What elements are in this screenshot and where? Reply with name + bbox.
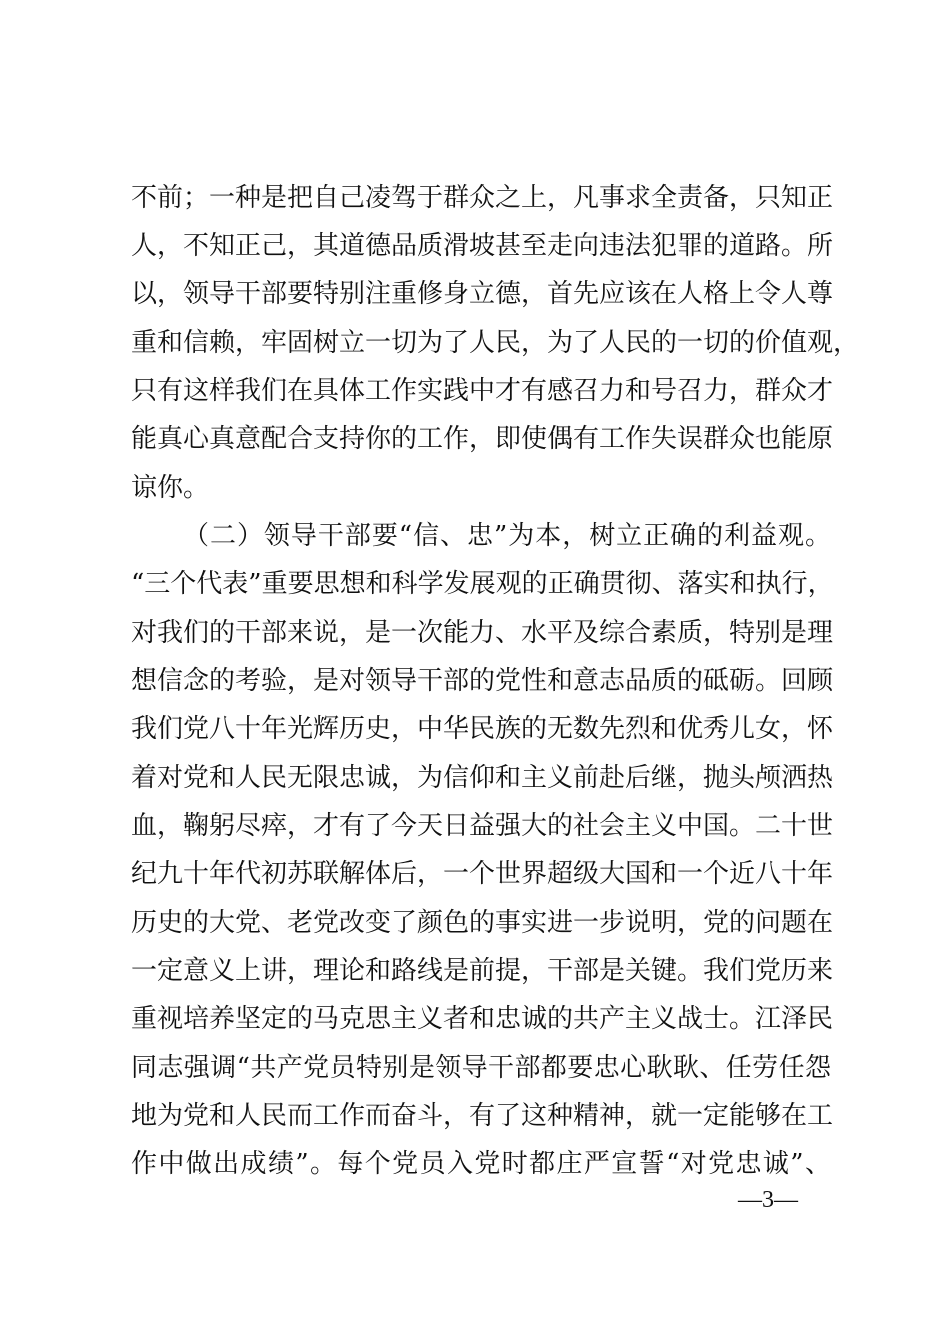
text-line: 谅你。 — [131, 473, 210, 503]
text-line: 以，领导干部要特别注重修身立德，首先应该在人格上令人尊 — [131, 279, 834, 309]
text-line: 对我们的干部来说，是一次能力、水平及综合素质，特别是理 — [131, 618, 834, 648]
section-heading: （二）领导干部要“信、忠”为本，树立正确的利益观。 — [183, 521, 831, 551]
text-line: 血，鞠躬尽瘁，才有了今天日益强大的社会主义中国。二十世 — [131, 811, 834, 841]
text-line: 历史的大党、老党改变了颜色的事实进一步说明，党的问题在 — [131, 908, 834, 938]
text-line: “三个代表”重要思想和科学发展观的正确贯彻、落实和执行， — [131, 569, 834, 599]
text-line: 纪九十年代初苏联解体后，一个世界超级大国和一个近八十年 — [131, 859, 834, 889]
text-line: 只有这样我们在具体工作实践中才有感召力和号召力，群众才 — [131, 376, 834, 406]
text-line: 一定意义上讲，理论和路线是前提，干部是关键。我们党历来 — [131, 956, 834, 986]
text-line: 重视培养坚定的马克思主义者和忠诚的共产主义战士。江泽民 — [131, 1004, 834, 1034]
page-number: —3— — [738, 1187, 798, 1213]
text-line: 重和信赖，牢固树立一切为了人民，为了人民的一切的价值观， — [131, 328, 860, 358]
text-line: 我们党八十年光辉历史，中华民族的无数先烈和优秀儿女，怀 — [131, 714, 834, 744]
text-line: 人，不知正己，其道德品质滑坡甚至走向违法犯罪的道路。所 — [131, 231, 834, 261]
text-line: 不前；一种是把自己凌驾于群众之上，凡事求全责备，只知正 — [131, 183, 834, 213]
text-line: 地为党和人民而工作而奋斗，有了这种精神，就一定能够在工 — [131, 1101, 834, 1131]
text-line: 能真心真意配合支持你的工作，即使偶有工作失误群众也能原 — [131, 424, 834, 454]
text-line: 同志强调“共产党员特别是领导干部都要忠心耿耿、任劳任怨 — [131, 1053, 831, 1083]
text-line: 想信念的考验，是对领导干部的党性和意志品质的砥砺。回顾 — [131, 666, 834, 696]
text-line: 作中做出成绩”。每个党员入党时都庄严宣誓“对党忠诚”、 — [131, 1149, 831, 1179]
text-line: 着对党和人民无限忠诚，为信仰和主义前赴后继，抛头颅洒热 — [131, 763, 834, 793]
